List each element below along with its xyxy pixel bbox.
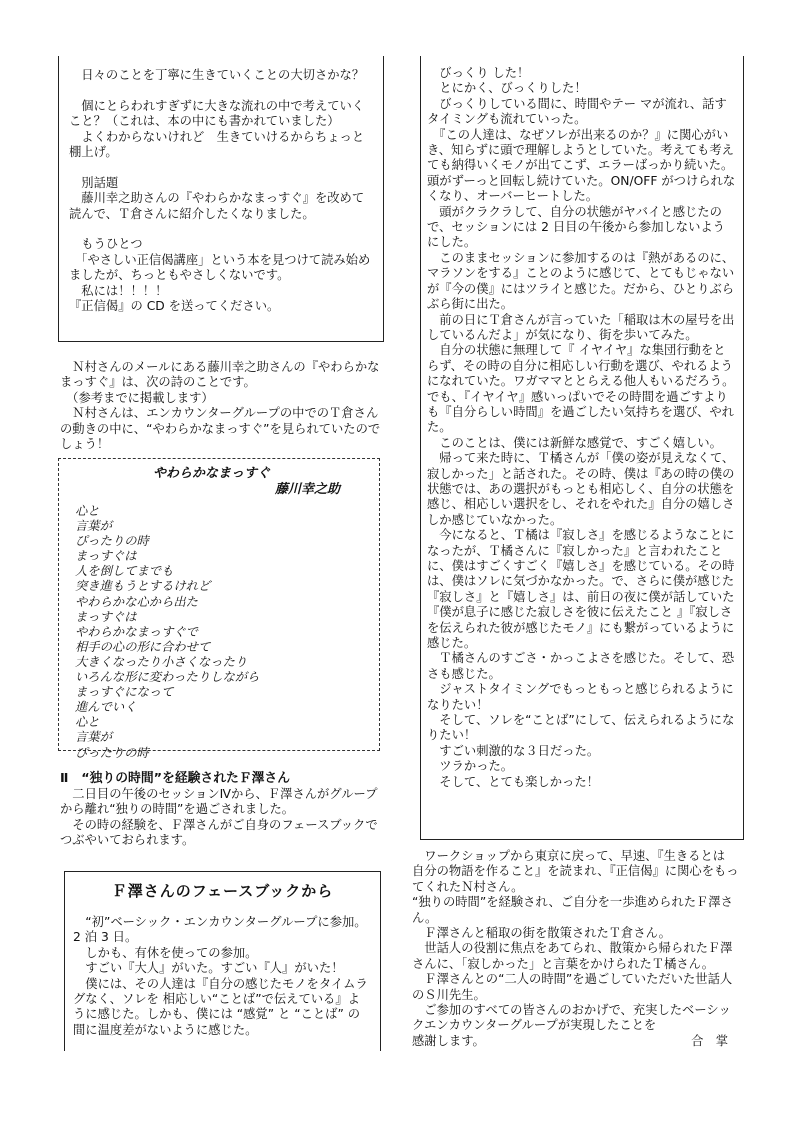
- intro-section: [60, 360, 382, 452]
- intro-paragraph: Ｎ村さんのメールにある藤川幸之助さんの『やわらかなまっすぐ』は、次の詩のことです。 （参考までに掲載します） Ｎ村さんは、エンカウンターグループの中でのＴ倉さんの動きの中に、“やわらかなまっすぐ”を見られていたのでしょう！: [60, 360, 381, 452]
- signoff-gassho: 合 掌: [691, 1033, 728, 1048]
- section2-heading: Ⅱ “独りの時間”を経験されたＦ澤さん: [60, 771, 291, 786]
- closing-last-row: [412, 1034, 742, 1049]
- poem-author: 藤川幸之助: [275, 482, 341, 497]
- section2-body: 二日目の午後のセッションⅣから、Ｆ澤さんがグループから離れ“独りの時間”を過ごされました。 その時の経験を、Ｆ澤さんがご自身のフェースブックでつぶやいておられます。: [60, 787, 378, 848]
- poem-box: [58, 458, 380, 760]
- closing-section: [412, 849, 742, 1049]
- closing-body: ワークショップから東京に戻って、早速、『生きるとは 自分の物語を作ること』を読まれ、『正信偈』に関心をもってくれたＮ村さん。 “独りの時間”を経験され、ご自分を一歩進められたＦ澤さん。 Ｆ澤さんと稲取の街を散策されたＴ倉さん。 世話人の役割に焦点をあてられ、散策から帰られたＦ澤さんに、「寂しかった」と言葉をかけられたＴ橘さん。 Ｆ澤さんとの“二人の時間”を過ごしていただいた世話人のＳ川先生。 ご参加のすべての皆さんのおかげで、充実したベーシックエンカウンターグループが実現したことを: [412, 849, 739, 1033]
- facebook-box: [64, 871, 381, 1051]
- section2: [60, 771, 382, 849]
- facebook-box-title: Ｆ澤さんのフェースブックから: [111, 882, 334, 900]
- closing-last-line: 感謝します。: [412, 1033, 485, 1048]
- facebook-box-body: “初”ベーシック・エンカウンターグループに参加。2 泊 3 日。 しかも、有休を使っての参加。 すごい『大人』がいた。すごい『人』がいた！ 僕には、その人達は『自分の感じたモノをタイムラグなく、ソレを 相応しい“ことば”で伝えている』ように感じた。しかも、僕には “感覚” と “ことば” の間に温度差がないように感じた。: [73, 915, 368, 1037]
- facebook-continued-text: びっくり した！ とにかく、びっくりした！ びっくりしている間に、時間やテー マが流れ、話すタイミングも流れていった。 『この人達は、なぜソレが出来るのか？』に関心がいき、知らずに頭で理解しようとしていた。考えても考えても納得いくモノが出てこず、エラーばっかり続いた。頭がずーっと回転し続けていた。ON/OFF がつけられなくなり、オーバーヒートした。 頭がクラクラして、自分の状態がヤバイと感じたので、セッションには 2 日目の午後から参加しないようにした。 このままセッションに参加するのは『熱があるのに、マラソンをする』ことのように感じて、とてもじゃないが『今の僕』にはツライと感じた。だから、ひとりぶらぶら街に出た。 前の日にＴ倉さんが言っていた「稲取は木の屋号を出しているんだよ」が気になり、街を歩いてみた。 自分の状態に無理して『 イヤイヤ』な集団行動をとらず、その時の自分に相応しい行動を選び、やれるようになれていた。ワガママととらえる他人もいるだろう。でも、『イヤイヤ』感いっぱいでその時間を過ごすよりも『自分らしい時間』を過ごしたい気持ちを選び、やれた。 このことは、僕には新鮮な感覚で、すごく嬉しい。 帰って来た時に、Ｔ橘さんが「僕の姿が見えなくて、寂しかった」と話された。その時、僕は『あの時の僕の状態では、あの選択がもっとも相応しく、自分の状態を感じ、相応しい選択をし、それをやれた』自分の嬉しさしか感じていなかった。 今になると、Ｔ橘は『寂しさ』を感じるようなことになったが、Ｔ橘さんに『寂しかった』と言われたことに、僕はすごくすごく『嬉しさ』を感じている。その時は、僕はソレに気づかなかった。で、さらに僕が感じた『寂しさ』と『嬉しさ』は、前日の夜に僕が話していた『僕が息子に感じた寂しさを彼に伝えたこと 』『寂しさを伝えられた彼が感じたモノ』にも繋がっているように感じた。 Ｔ橘さんのすごさ・かっこよさを感じた。そして、恐さも感じた。 ジャストタイミングでもっともっと感じられるようになりたい！ そして、ソレを“ことば”にして、伝えられるようになりたい！ すごい刺激的な３日だった。 ツラかった。 そして、とても楽しかった！: [427, 66, 736, 789]
- poem-title: やわらかなまっすぐ: [153, 466, 271, 481]
- nmura-email-box: [58, 56, 384, 342]
- nmura-email-text: 日々のことを丁寧に生きていくことの大切さかな？ 個にとらわれすぎずに大きな流れの中で考えていくこと？（これは、本の中にも書かれていました） よくわからないけれど 生きていけるからちょっと棚上げ。 別話題 藤川幸之助さんの『やわらかなまっすぐ』を改めて読んで、Ｔ倉さんに紹介したくなりました。 もうひとつ 「やさしい正信偈講座」という本を見つけて読み始めましたが、ちっともやさしくないです。 私には！！！！ 『正信偈』の CD を送ってください。: [69, 68, 371, 314]
- facebook-continued-box: [420, 56, 744, 840]
- poem-lines: 心と 言葉が ぴったりの時 まっすぐは 人を倒してまでも 突き進もうとするけれど やわらかな心から出た まっすぐは やわらかなまっすぐで 相手の心の形に合わせて 大きくなったり小さくなったり いろんな形に変わったりしながら まっすぐになって 進んでいく 心と 言葉が ぴったりの時: [75, 504, 260, 760]
